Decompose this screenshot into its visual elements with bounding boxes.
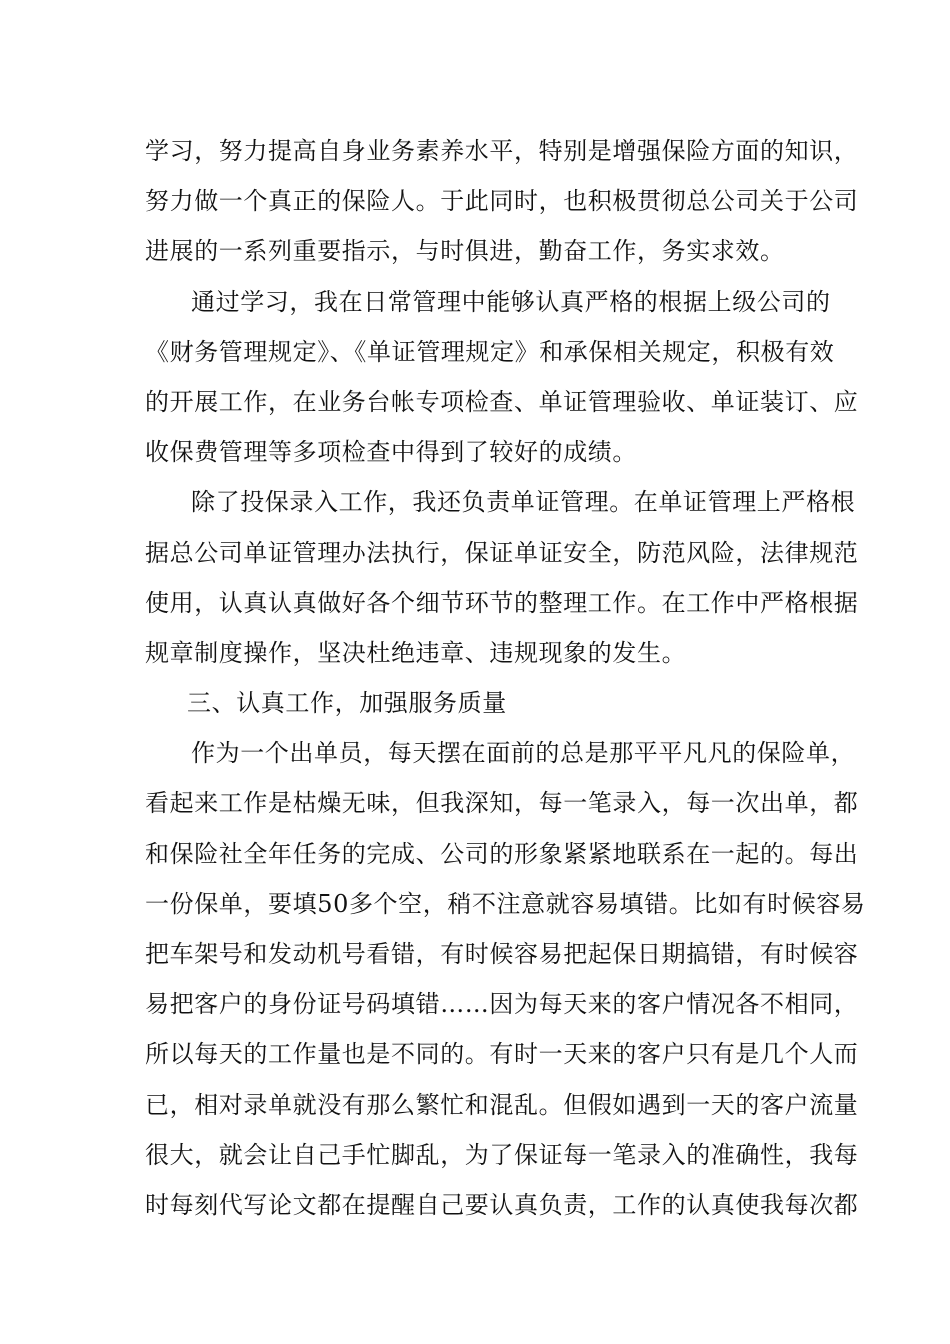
text-line: 的开展工作，在业务台帐专项检查、单证管理验收、单证装订、应	[145, 387, 859, 416]
text-line: 收保费管理等多项检查中得到了较好的成绩。	[145, 438, 637, 467]
paragraph-start-line: 除了投保录入工作，我还负责单证管理。在单证管理上严格根	[191, 488, 856, 517]
text-line: 据总公司单证管理办法执行，保证单证安全，防范风险，法律规范	[145, 538, 859, 567]
text-line: 《财务管理规定》、《单证管理规定》和承保相关规定，积极有效	[145, 337, 835, 366]
text-line: 一份保单，要填50多个空，稍不注意就容易填错。比如有时候容易	[145, 889, 866, 918]
text-line: 已，相对录单就没有那么繁忙和混乱。但假如遇到一天的客户流量	[145, 1090, 859, 1119]
paragraph-start-line: 作为一个出单员，每天摆在面前的总是那平平凡凡的保险单，	[191, 739, 856, 768]
text-line: 时每刻代写论文都在提醒自己要认真负责，工作的认真使我每次都	[145, 1190, 859, 1219]
text-line: 和保险社全年任务的完成、公司的形象紧紧地联系在一起的。每出	[145, 839, 859, 868]
text-line: 进展的一系列重要指示，与时俱进，勤奋工作，务实求效。	[145, 237, 785, 266]
text-line: 看起来工作是枯燥无味，但我深知，每一笔录入，每一次出单，都	[145, 789, 859, 818]
text-line: 易把客户的身份证号码填错……因为每天来的客户情况各不相同，	[145, 990, 859, 1019]
text-line: 所以每天的工作量也是不同的。有时一天来的客户只有是几个人而	[145, 1040, 859, 1069]
text-line: 努力做一个真正的保险人。于此同时，也积极贯彻总公司关于公司	[145, 187, 859, 216]
paragraph-start-line: 通过学习，我在日常管理中能够认真严格的根据上级公司的	[191, 287, 831, 316]
body-text	[145, 126, 866, 1230]
text-line: 学习，努力提高自身业务素养水平，特别是增强保险方面的知识，	[145, 137, 859, 165]
text-line: 很大，就会让自己手忙脚乱，为了保证每一笔录入的准确性，我每	[145, 1140, 859, 1169]
text-line: 使用，认真认真做好各个细节环节的整理工作。在工作中严格根据	[145, 588, 859, 617]
section-heading: 三、认真工作，加强服务质量	[187, 689, 507, 718]
text-line: 规章制度操作，坚决杜绝违章、违规现象的发生。	[145, 638, 687, 667]
text-line: 把车架号和发动机号看错，有时候容易把起保日期搞错，有时候容	[145, 940, 859, 968]
